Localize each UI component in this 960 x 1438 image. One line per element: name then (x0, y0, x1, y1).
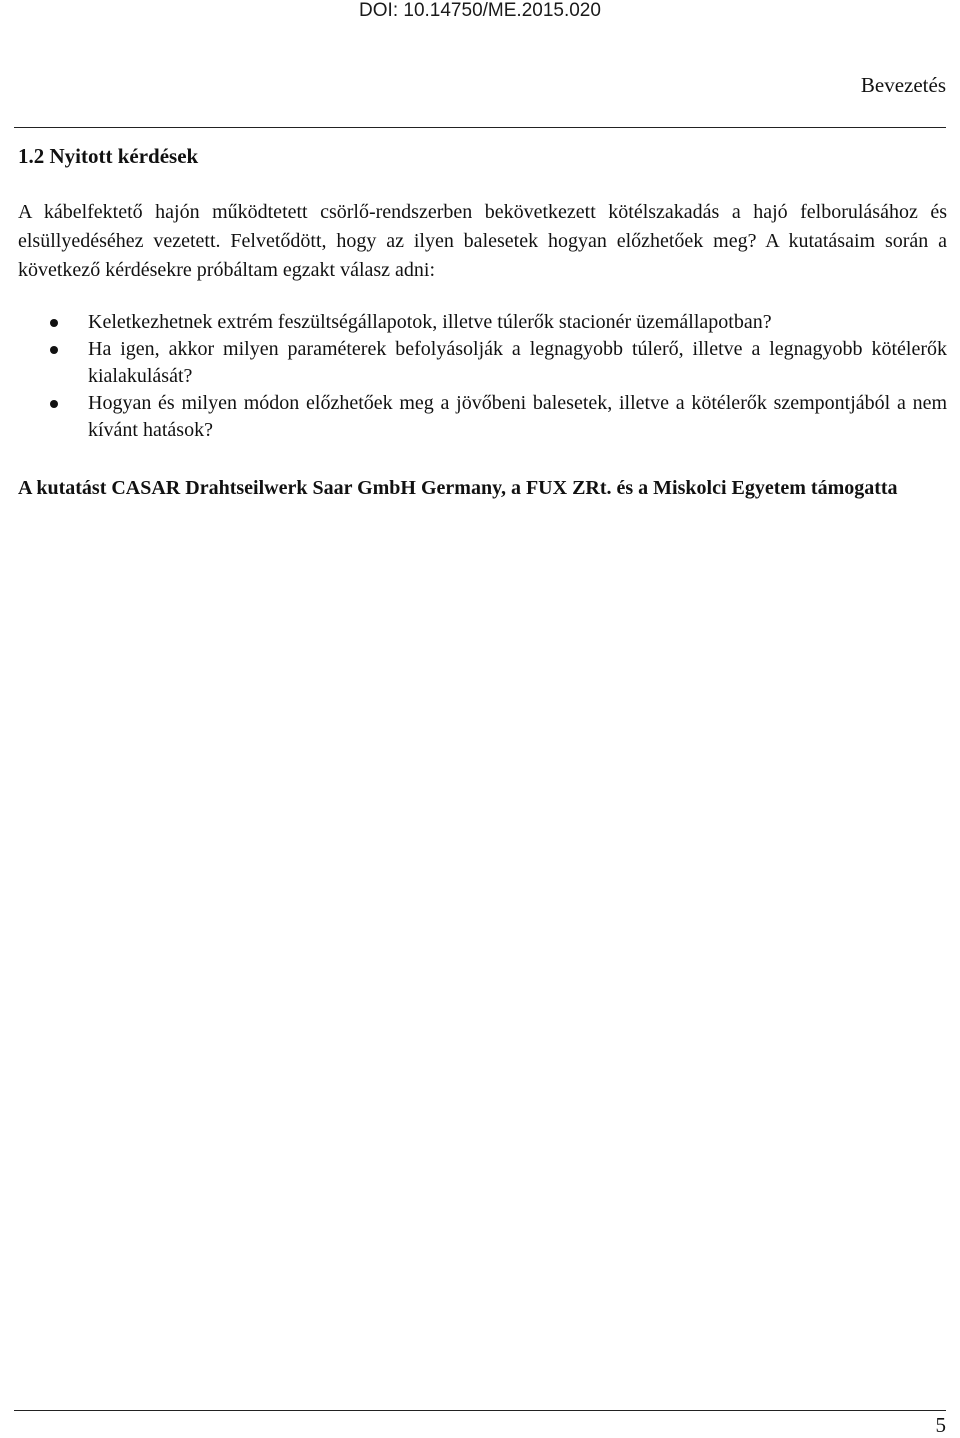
acknowledgement: A kutatást CASAR Drahtseilwerk Saar GmbH Germany, a FUX ZRt. és a Miskolci Egyetem támogatta (18, 477, 898, 499)
footer-rule (14, 1410, 946, 1411)
bullet-icon (50, 319, 58, 327)
question-item (18, 336, 947, 390)
running-head: Bevezetés (860, 73, 946, 97)
bullet-icon (50, 400, 58, 408)
question-text: Hogyan és milyen módon előzhetőek meg a jövőbeni balesetek, illetve a kötélerők szempontjából a nem kívánt hatások? (88, 392, 947, 441)
intro-paragraph: A kábelfektető hajón működtetett csörlő-rendszerben bekövetkezett kötélszakadás a hajó felborulásához és elsüllyedéséhez vezetett. Felvetődött, hogy az ilyen balesetek hogyan előzhetőek meg? A kutatásaim során a következő kérdésekre próbáltam egzakt válasz adni: (18, 201, 947, 281)
question-text: Ha igen, akkor milyen paraméterek befolyásolják a legnagyobb túlerő, illetve a legnagyobb kötélerők kialakulását? (88, 338, 947, 387)
bullet-icon (50, 346, 58, 354)
question-list (18, 309, 947, 444)
question-item (18, 390, 947, 444)
header-rule (14, 127, 946, 128)
section-heading: 1.2 Nyitott kérdések (18, 144, 199, 168)
page-number: 5 (935, 1413, 946, 1437)
doi-line: DOI: 10.14750/ME.2015.020 (359, 0, 601, 21)
question-text: Keletkezhetnek extrém feszültségállapotok, illetve túlerők stacionér üzemállapotban? (88, 311, 772, 333)
question-item (18, 309, 947, 336)
